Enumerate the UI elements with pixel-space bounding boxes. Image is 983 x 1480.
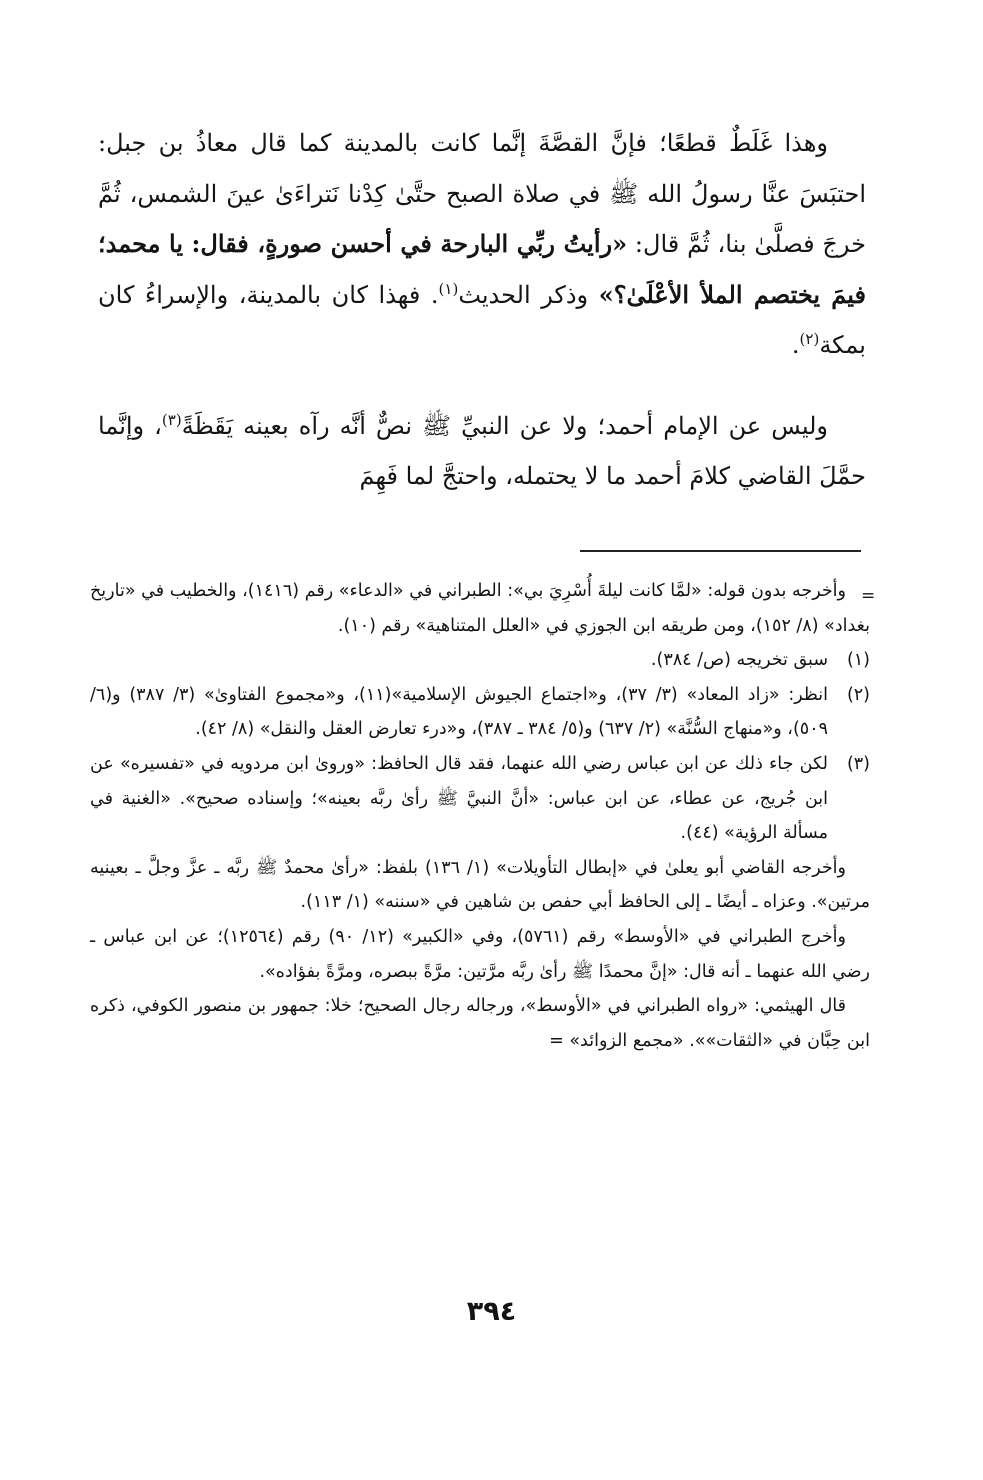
footnote-text: انظر: «زاد المعاد» (٣/ ٣٧)، و«اجتماع الجيوش الإسلامية»(١١)، و«مجموع الفتاوىٰ» (٣/ ٣٨٧) و(٦/ ٥٠٩)، و«منهاج السُّنَّة» (٢/ ٦٣٧) و(٥/ ٣٨٤ ـ ٣٨٧)، و«درء تعارض العقل والنقل» (٨/ ٤٢). xyxy=(90,684,828,740)
footnote-number: (٢) xyxy=(846,684,870,705)
main-paragraph-2 xyxy=(98,401,866,502)
page-number: ٣٩٤ xyxy=(466,1296,517,1327)
footnote-1 xyxy=(90,643,870,678)
main-text-segment: ، وإنَّما حمَّلَ القاضي كلامَ أحمد ما لا يحتمله، واحتجَّ لما فَهِمَ xyxy=(98,411,866,490)
footnote-3-paragraph: وأخرج الطبراني في «الأوسط» رقم (٥٧٦١)، وفي «الكبير» (١٢/ ٩٠) رقم (١٢٥٦٤)؛ عن ابن عباس ـ رضي الله عنهما ـ أنه قال: «إنَّ محمدًا ﷺ رأىٰ ربَّه مرَّتين: مرَّةً ببصره، ومرَّةً بفؤاده». xyxy=(90,926,870,982)
footnote-2 xyxy=(90,678,870,747)
hadith-quote: «رأيتُ ربِّي البارحة في أحسن صورةٍ، فقال: يا محمد؛ فيمَ يختصم الملأ الأعْلَىٰ؟» xyxy=(98,229,866,309)
footnote-reference-3[interactable]: (٣) xyxy=(161,410,182,429)
footnote-text: سبق تخريجه (ص/ ٣٨٤). xyxy=(650,650,828,671)
main-text-segment: . xyxy=(791,331,800,359)
main-text-segment: وهذا غَلَطٌ قطعًا؛ فإنَّ القصَّةَ إنَّما كانت بالمدينة كما قال معاذُ بن جبل: احتبَسَ عنَّا رسولُ الله ﷺ في صلاة الصبح حتَّىٰ كِدْنا نَتراءَىٰ عينَ الشمس، ثُمَّ خرجَ فصلَّىٰ بنا، ثُمَّ قال: xyxy=(98,129,866,258)
main-text xyxy=(98,118,866,502)
footnote-number: (٣) xyxy=(846,753,870,774)
footnote-text: لكن جاء ذلك عن ابن عباس رضي الله عنهما، فقد قال الحافظ: «وروىٰ ابن مردويه في «تفسيره» عن ابن جُريج، عن عطاء، عن ابن عباس: «أنَّ النبيَّ ﷺ رأىٰ ربَّه بعينه»؛ وإسناده صحيح». «الغنية في مسألة الرؤية» (٤٤). xyxy=(90,753,828,844)
footnote-reference-2[interactable]: (٢) xyxy=(799,330,820,348)
footnote-continuation: وأخرجه بدون قوله: «لمَّا كانت ليلةَ أُسْرِيَ بي»: الطبراني في «الدعاء» رقم (١٤١٦)، والخطيب في «تاريخ بغداد» (٨/ ١٥٢)، ومن طريقه ابن الجوزي في «العلل المتناهية» رقم (١٠). xyxy=(90,581,870,636)
main-text-segment: وليس عن الإمام أحمد؛ ولا عن النبيِّ ﷺ نصٌّ أنَّه رآه بعينه يَقَظَةً xyxy=(181,411,829,440)
footnotes-section xyxy=(90,574,870,1058)
main-text-segment: . فهذا كان بالمدينة، والإسراءُ كان بمكة xyxy=(98,280,866,359)
footnote-3 xyxy=(90,747,870,851)
footnote-3-paragraph: وأخرجه القاضي أبو يعلىٰ في «إبطال التأويلات» (١/ ١٣٦) بلفظ: «رأىٰ محمدٌ ﷺ ربَّه ـ عزَّ وجلَّ ـ بعينيه مرتين». وعزاه ـ أيضًا ـ إلى الحافظ أبي حفص بن شاهين في «سننه» (١/ ١١٣). xyxy=(90,857,870,913)
footnote-separator xyxy=(580,550,861,552)
footnote-3-paragraph: قال الهيثمي: «رواه الطبراني في «الأوسط»، ورجاله رجال الصحيح؛ خلا: جمهور بن منصور الكوفي، ذكره ابن حِبَّان في «الثقات»». «مجمع الزوائد» = xyxy=(90,996,870,1051)
continuation-mark: = xyxy=(861,586,876,606)
main-text-segment: وذكر الحديث xyxy=(458,280,599,309)
main-paragraph-1 xyxy=(98,118,866,371)
footnote-number: (١) xyxy=(846,650,870,671)
footnote-reference-1[interactable]: (١) xyxy=(438,279,459,298)
